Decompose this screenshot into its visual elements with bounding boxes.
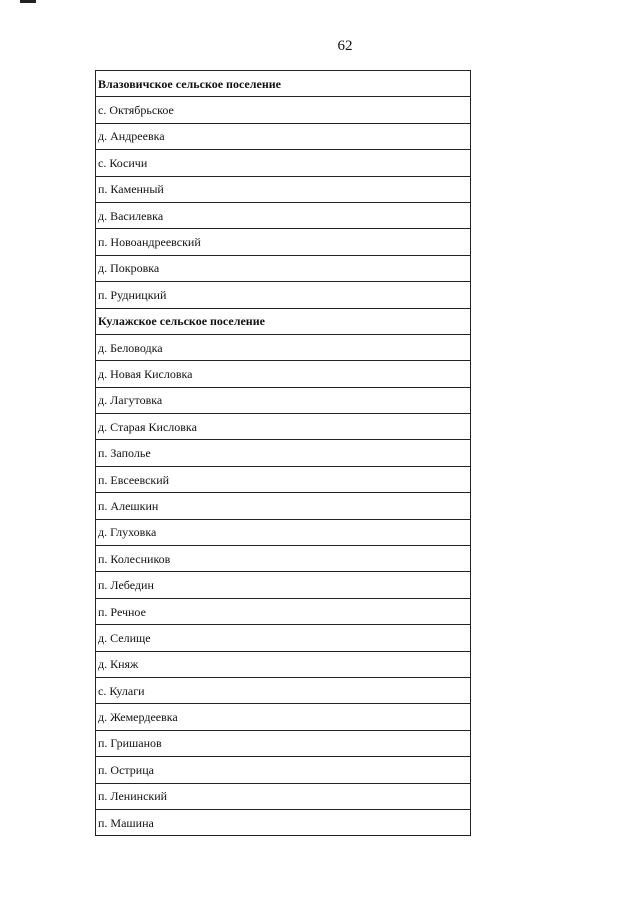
settlements-table-body: [96, 71, 471, 836]
settlement-row: [96, 546, 471, 572]
settlement-name: п. Рудницкий: [96, 282, 471, 308]
settlement-name: п. Евсеевский: [96, 466, 471, 492]
settlement-row: [96, 202, 471, 228]
settlement-row: [96, 440, 471, 466]
settlement-name: д. Княж: [96, 651, 471, 677]
settlement-name: п. Алешкин: [96, 493, 471, 519]
page-number: 62: [337, 38, 353, 54]
settlement-name: п. Новоандреевский: [96, 229, 471, 255]
settlement-name: д. Покровка: [96, 255, 471, 281]
settlement-row: [96, 598, 471, 624]
settlement-group-name: Кулажское сельское поселение: [96, 308, 471, 334]
settlement-row: [96, 651, 471, 677]
settlement-row: [96, 334, 471, 360]
settlement-name: п. Заполье: [96, 440, 471, 466]
settlement-name: п. Гришанов: [96, 730, 471, 756]
settlement-row: [96, 255, 471, 281]
settlement-row: [96, 625, 471, 651]
settlement-name: д. Андреевка: [96, 123, 471, 149]
settlement-row: [96, 361, 471, 387]
settlement-row: [96, 519, 471, 545]
settlement-name: д. Новая Кисловка: [96, 361, 471, 387]
settlement-row: [96, 387, 471, 413]
settlement-group-header-row: [96, 308, 471, 334]
settlement-row: [96, 677, 471, 703]
settlement-name: п. Острица: [96, 757, 471, 783]
settlement-row: [96, 572, 471, 598]
settlement-row: [96, 176, 471, 202]
settlement-name: п. Ленинский: [96, 783, 471, 809]
settlement-row: [96, 704, 471, 730]
settlement-name: д. Василевка: [96, 202, 471, 228]
settlement-name: с. Октябрьское: [96, 97, 471, 123]
settlement-row: [96, 97, 471, 123]
settlement-row: [96, 493, 471, 519]
settlement-row: [96, 282, 471, 308]
settlement-row: [96, 757, 471, 783]
settlement-row: [96, 414, 471, 440]
settlement-row: [96, 123, 471, 149]
settlement-name: п. Машина: [96, 809, 471, 835]
settlement-row: [96, 783, 471, 809]
settlement-row: [96, 150, 471, 176]
settlement-name: п. Речное: [96, 598, 471, 624]
settlement-row: [96, 466, 471, 492]
settlement-name: с. Кулаги: [96, 677, 471, 703]
settlement-group-name: Влазовичское сельское поселение: [96, 71, 471, 97]
settlement-group-header-row: [96, 71, 471, 97]
settlement-name: д. Селище: [96, 625, 471, 651]
top-scan-mark: [20, 0, 36, 3]
settlement-row: [96, 730, 471, 756]
settlement-row: [96, 229, 471, 255]
settlement-name: с. Косичи: [96, 150, 471, 176]
settlement-name: п. Колесников: [96, 546, 471, 572]
settlement-name: д. Беловодка: [96, 334, 471, 360]
settlement-name: п. Каменный: [96, 176, 471, 202]
settlement-name: д. Старая Кисловка: [96, 414, 471, 440]
settlement-row: [96, 809, 471, 835]
settlements-table: [95, 70, 471, 836]
settlement-name: д. Глуховка: [96, 519, 471, 545]
settlement-name: д. Жемердеевка: [96, 704, 471, 730]
settlement-name: д. Лагутовка: [96, 387, 471, 413]
settlement-name: п. Лебедин: [96, 572, 471, 598]
